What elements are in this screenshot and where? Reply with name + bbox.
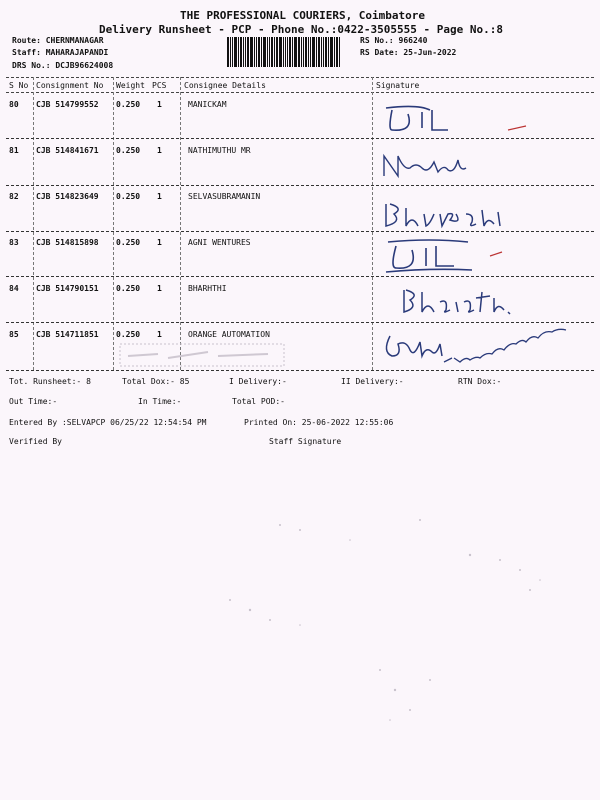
col-header-sno: S No	[9, 81, 29, 90]
barcode-bar	[305, 37, 307, 67]
col-header-consignment: Consignment No	[36, 81, 104, 90]
barcode-bar	[310, 37, 311, 67]
row-consignee: BHARHTHI	[188, 284, 227, 293]
barcode-bar	[245, 37, 246, 67]
route-label: Route: CHERNMANAGAR	[12, 36, 104, 45]
staff-signature-label: Staff Signature	[269, 437, 342, 446]
row-sno: 85	[9, 330, 19, 339]
barcode-bar	[330, 37, 333, 67]
i-delivery: I Delivery:-	[229, 377, 287, 386]
document-title: THE PROFESSIONAL COURIERS, Coimbatore	[180, 9, 426, 22]
row-weight: 0.250	[116, 146, 141, 155]
barcode-bar	[336, 37, 338, 67]
barcode-bar	[312, 37, 315, 67]
barcode-bar	[289, 37, 291, 67]
row-pcs: 1	[157, 192, 162, 201]
barcode-bar	[334, 37, 335, 67]
col-header-signature: Signature	[376, 81, 420, 90]
row-pcs: 1	[157, 146, 162, 155]
signature-image	[380, 322, 580, 370]
barcode-bar	[318, 37, 320, 67]
document-subtitle: Delivery Runsheet - PCP - Phone No.:0422-3505555 - Page No.:8	[99, 23, 503, 36]
col-header-weight: Weight	[116, 81, 145, 90]
barcode-bar	[303, 37, 304, 67]
row-consignment: CJB 514841671	[36, 146, 99, 155]
rs-number: RS No.: 966240	[360, 36, 428, 45]
rtn-dox: RTN Dox:-	[458, 377, 502, 386]
row-separator	[6, 138, 594, 139]
barcode-bar	[256, 37, 257, 67]
signature-image	[380, 236, 560, 276]
barcode-bar	[276, 37, 278, 67]
barcode-bar	[240, 37, 242, 67]
row-consignee: NATHIMUTHU MR	[188, 146, 251, 155]
barcode-bar	[238, 37, 239, 67]
barcode-bar	[263, 37, 266, 67]
barcode-bar	[271, 37, 273, 67]
table-header-rule	[6, 92, 594, 93]
barcode-bar	[274, 37, 275, 67]
row-consignment: CJB 514823649	[36, 192, 99, 201]
barcode-bar	[316, 37, 317, 67]
out-time: Out Time:-	[9, 397, 58, 406]
printed-on: Printed On: 25-06-2022 12:55:06	[244, 418, 394, 427]
row-weight: 0.250	[116, 100, 141, 109]
row-separator	[6, 231, 594, 232]
barcode-bar	[279, 37, 282, 67]
signature-image	[380, 198, 580, 232]
barcode-bar	[321, 37, 322, 67]
entered-by: Entered By :SELVAPCP 06/25/22 12:54:54 PM	[9, 418, 207, 427]
row-consignment: CJB 514790151	[36, 284, 99, 293]
table-top-rule	[6, 77, 594, 78]
barcode-bar	[267, 37, 268, 67]
row-sno: 83	[9, 238, 19, 247]
barcode-bar	[283, 37, 284, 67]
verified-by: Verified By	[9, 437, 62, 446]
barcode-bar	[243, 37, 244, 67]
signature-image	[378, 148, 578, 184]
row-pcs: 1	[157, 100, 162, 109]
row-weight: 0.250	[116, 238, 141, 247]
row-sno: 81	[9, 146, 19, 155]
row-sno: 80	[9, 100, 19, 109]
barcode-bar	[269, 37, 270, 67]
row-consignee: ORANGE AUTOMATION	[188, 330, 270, 339]
rs-date: RS Date: 25-Jun-2022	[360, 48, 457, 57]
barcode-bar	[287, 37, 288, 67]
barcode-bar	[230, 37, 231, 67]
barcode	[227, 37, 355, 67]
col-divider	[33, 77, 34, 370]
row-pcs: 1	[157, 330, 162, 339]
row-consignment: CJB 514711851	[36, 330, 99, 339]
barcode-bar	[308, 37, 309, 67]
faded-stamp	[118, 340, 288, 370]
barcode-bar	[292, 37, 293, 67]
in-time: In Time:-	[138, 397, 182, 406]
row-weight: 0.250	[116, 192, 141, 201]
row-sno: 84	[9, 284, 19, 293]
col-header-consignee: Consignee Details	[184, 81, 266, 90]
barcode-bar	[328, 37, 329, 67]
row-consignee: SELVASUBRAMANIN	[188, 192, 261, 201]
barcode-bar	[234, 37, 237, 67]
barcode-bar	[298, 37, 300, 67]
barcode-bar	[261, 37, 262, 67]
row-separator	[6, 276, 594, 277]
row-consignment: CJB 514815898	[36, 238, 99, 247]
barcode-bar	[323, 37, 324, 67]
col-header-pcs: PCS	[152, 81, 167, 90]
barcode-bar	[227, 37, 229, 67]
row-pcs: 1	[157, 284, 162, 293]
staff-label: Staff: MAHARAJAPANDI	[12, 48, 109, 57]
barcode-bar	[294, 37, 297, 67]
total-runsheet: Tot. Runsheet:- 8	[9, 377, 91, 386]
signature-image	[378, 100, 548, 138]
row-pcs: 1	[157, 238, 162, 247]
col-divider	[180, 77, 181, 370]
row-consignee: AGNI WENTURES	[188, 238, 251, 247]
barcode-bar	[325, 37, 327, 67]
row-separator	[6, 370, 594, 371]
row-weight: 0.250	[116, 330, 141, 339]
barcode-bar	[247, 37, 249, 67]
row-weight: 0.250	[116, 284, 141, 293]
total-dox: Total Dox:- 85	[122, 377, 190, 386]
scan-noise	[0, 460, 600, 800]
drs-number: DRS No.: DCJB96624008	[12, 61, 114, 70]
ii-delivery: II Delivery:-	[341, 377, 404, 386]
barcode-bar	[250, 37, 253, 67]
row-sno: 82	[9, 192, 19, 201]
barcode-bar	[258, 37, 260, 67]
col-divider	[372, 77, 373, 370]
barcode-bar	[339, 37, 340, 67]
barcode-bar	[285, 37, 286, 67]
signature-image	[398, 286, 538, 318]
row-separator	[6, 185, 594, 186]
col-divider	[113, 77, 114, 370]
total-pod: Total POD:-	[232, 397, 285, 406]
row-consignment: CJB 514799552	[36, 100, 99, 109]
barcode-bar	[301, 37, 302, 67]
barcode-bar	[232, 37, 233, 67]
barcode-bar	[254, 37, 255, 67]
row-consignee: MANICKAM	[188, 100, 227, 109]
